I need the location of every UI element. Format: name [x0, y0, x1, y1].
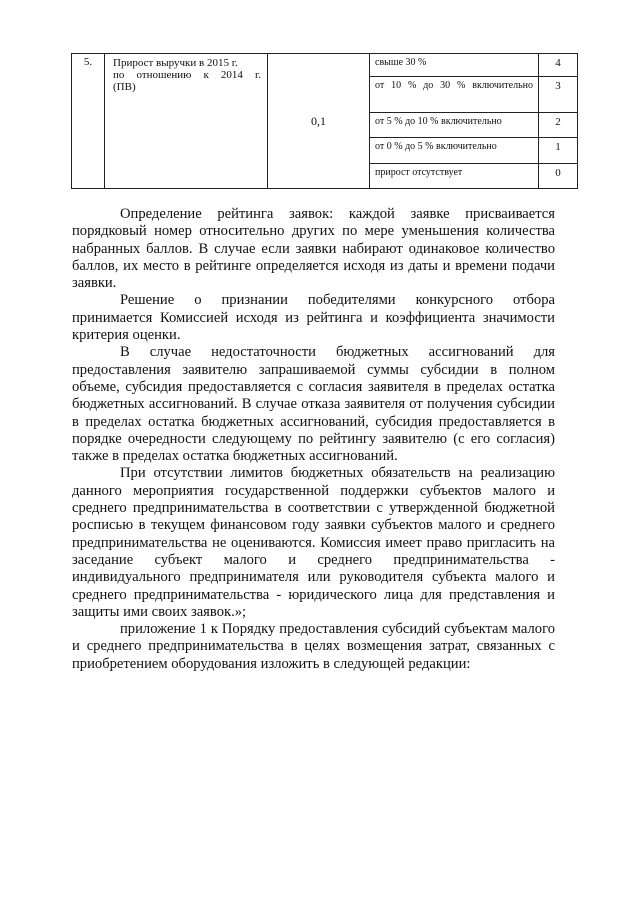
paragraph-limits: При отсутствии лимитов бюджетных обязательств на реализацию данного мероприятия государственной поддержки субъектов малого и среднего предпринимательства в соответствии с утвержденной бюджетной росписью в текущем финансовом году заявки субъектов малого и среднего предпринимательства не оцениваются. Комиссия имеет право пригласить на заседание субъект малого и среднего предпринимательства - индивидуального предпринимателя или руководителя субъекта малого и среднего предпринимательства - юридического лица для представления и защиты ими своих заявок.»;: [72, 465, 555, 620]
criteria-table: [71, 53, 578, 189]
criterion-name: [105, 54, 268, 189]
paragraph-insufficiency: В случае недостаточности бюджетных ассигнований для предоставления заявителю запрашиваемой суммы субсидии в полном объеме, субсидия предоставляется с согласия заявителя в пределах остатка бюджетных ассигнований. В случае отказа заявителя от получения субсидии в пределах остатка бюджетных ассигнований, субсидия предоставляется в порядке очередности следующему по рейтингу заявителю (с его согласия) также в пределах остатка бюджетных ассигнований.: [72, 344, 555, 465]
body-text: [72, 206, 555, 673]
criterion-weight: 0,1: [268, 54, 370, 189]
paragraph-appendix: приложение 1 к Порядку предоставления субсидий субъектам малого и среднего предпринимательства в целях возмещения затрат, связанных с приобретением оборудования изложить в следующей редакции:: [72, 621, 555, 672]
condition-cell: от 5 % до 10 % включительно: [370, 113, 539, 137]
paragraph-rating: Определение рейтинга заявок: каждой заявке присваивается порядковый номер относительно других по мере уменьшения количества набранных баллов. В случае если заявки набирают одинаковое количество баллов, их место в рейтинге определяется исходя из даты и времени подачи заявки.: [72, 206, 555, 292]
criterion-line-3: (ПВ): [113, 81, 136, 93]
score-cell: 1: [539, 137, 578, 163]
score-cell: 3: [539, 77, 578, 113]
condition-text: от 10 % до 30 % включительно: [375, 80, 533, 92]
condition-cell: свыше 30 %: [370, 54, 539, 77]
criterion-line-2: по отношению к 2014 г.: [113, 69, 261, 81]
condition-cell: от 0 % до 5 % включительно: [370, 137, 539, 163]
criterion-line-1: Прирост выручки в 2015 г.: [113, 57, 238, 69]
score-cell: 2: [539, 113, 578, 137]
row-number: 5.: [72, 54, 105, 189]
paragraph-decision: Решение о признании победителями конкурсного отбора принимается Комиссией исходя из рейтинга и коэффициента значимости критерия оценки.: [72, 292, 555, 344]
table-row: [72, 54, 578, 77]
score-cell: 4: [539, 54, 578, 77]
condition-cell: прирост отсутствует: [370, 163, 539, 188]
condition-cell: [370, 77, 539, 113]
score-cell: 0: [539, 163, 578, 188]
